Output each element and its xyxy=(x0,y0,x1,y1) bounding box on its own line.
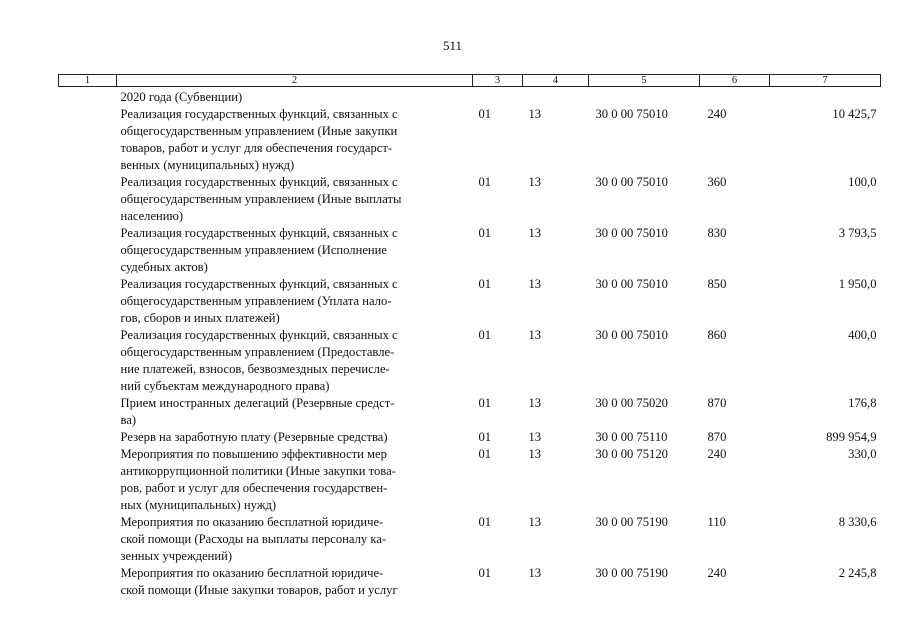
section-code: 01 xyxy=(478,566,492,580)
table-row xyxy=(59,327,881,395)
expense-type-code: 870 xyxy=(707,396,727,410)
description-line: венных (муниципальных) нужд) xyxy=(120,158,295,172)
row-description xyxy=(117,327,473,395)
description-line: гов, сборов и иных платежей) xyxy=(120,311,280,325)
table-row xyxy=(59,395,881,429)
section-code: 01 xyxy=(478,396,492,410)
subsection-code: 13 xyxy=(528,175,542,189)
section-code: 01 xyxy=(478,447,492,461)
description-line: Прием иностранных делегаций (Резервные средст- xyxy=(120,396,395,410)
row-description xyxy=(117,174,473,225)
row-description xyxy=(117,446,473,514)
expense-type-code: 850 xyxy=(707,277,727,291)
subsection-code: 13 xyxy=(528,226,542,240)
description-line: общегосударственным управлением (Иные выплаты xyxy=(120,192,402,206)
amount: 8 330,6 xyxy=(838,515,877,529)
description-line: ва) xyxy=(120,413,137,427)
target-article-code: 30 0 00 75010 xyxy=(595,226,668,240)
target-article-code: 30 0 00 75010 xyxy=(595,277,668,291)
expense-type-code: 830 xyxy=(707,226,727,240)
continuation-row xyxy=(59,87,881,107)
table-row xyxy=(59,514,881,565)
description-line: Мероприятия по оказанию бесплатной юридиче- xyxy=(120,515,384,529)
subsection-code: 13 xyxy=(528,515,542,529)
description-line: ской помощи (Иные закупки товаров, работ и услуг xyxy=(120,583,398,597)
description-line: ных (муниципальных) нужд) xyxy=(120,498,277,512)
table-row xyxy=(59,225,881,276)
row-description xyxy=(117,106,473,174)
expense-type-code: 240 xyxy=(707,107,727,121)
description-line: ний субъектам международного права) xyxy=(120,379,330,393)
description-line: судебных актов) xyxy=(120,260,208,274)
description-line: Реализация государственных функций, связанных с xyxy=(120,277,398,291)
row-description xyxy=(117,429,473,446)
section-code: 01 xyxy=(478,430,492,444)
description-line: антикоррупционной политики (Иные закупки това- xyxy=(120,464,396,478)
description-line: Реализация государственных функций, связанных с xyxy=(120,328,398,342)
subsection-code: 13 xyxy=(528,328,542,342)
table-row xyxy=(59,429,881,446)
continuation-text: 2020 года (Субвенции) xyxy=(120,90,243,104)
page-number: 511 xyxy=(442,38,463,53)
column-header: 5 xyxy=(589,75,700,87)
amount: 330,0 xyxy=(848,447,877,461)
target-article-code: 30 0 00 75190 xyxy=(595,515,668,529)
description-line: ров, работ и услуг для обеспечения государствен- xyxy=(120,481,388,495)
amount: 400,0 xyxy=(848,328,877,342)
description-line: Мероприятия по повышению эффективности мер xyxy=(120,447,387,461)
description-line: ской помощи (Расходы на выплаты персоналу ка- xyxy=(120,532,387,546)
target-article-code: 30 0 00 75010 xyxy=(595,175,668,189)
expense-type-code: 360 xyxy=(707,175,727,189)
amount: 100,0 xyxy=(848,175,877,189)
target-article-code: 30 0 00 75010 xyxy=(595,107,668,121)
description-line: Реализация государственных функций, связанных с xyxy=(120,226,398,240)
table-row xyxy=(59,106,881,174)
target-article-code: 30 0 00 75010 xyxy=(595,328,668,342)
amount: 10 425,7 xyxy=(832,107,877,121)
description-line: ние платежей, взносов, безвозмездных перечисле- xyxy=(120,362,390,376)
column-header: 7 xyxy=(770,75,881,87)
description-line: Резерв на заработную плату (Резервные средства) xyxy=(120,430,388,444)
table-row xyxy=(59,446,881,514)
amount: 2 245,8 xyxy=(838,566,877,580)
description-line: товаров, работ и услуг для обеспечения государст- xyxy=(120,141,393,155)
target-article-code: 30 0 00 75110 xyxy=(595,430,668,444)
description-line: населению) xyxy=(120,209,184,223)
row-description xyxy=(117,395,473,429)
expense-type-code: 240 xyxy=(707,566,727,580)
amount: 899 954,9 xyxy=(826,430,877,444)
subsection-code: 13 xyxy=(528,396,542,410)
row-description xyxy=(117,565,473,599)
description-line: Реализация государственных функций, связанных с xyxy=(120,175,398,189)
table-row xyxy=(59,276,881,327)
subsection-code: 13 xyxy=(528,566,542,580)
section-code: 01 xyxy=(478,107,492,121)
table-row xyxy=(59,174,881,225)
description-line: Мероприятия по оказанию бесплатной юридиче- xyxy=(120,566,384,580)
amount: 1 950,0 xyxy=(838,277,877,291)
column-header: 1 xyxy=(59,75,117,87)
section-code: 01 xyxy=(478,277,492,291)
budget-table xyxy=(58,74,881,599)
subsection-code: 13 xyxy=(528,430,542,444)
target-article-code: 30 0 00 75190 xyxy=(595,566,668,580)
row-description xyxy=(117,276,473,327)
description-line: общегосударственным управлением (Иные закупки xyxy=(120,124,398,138)
column-header: 3 xyxy=(473,75,523,87)
expense-type-code: 860 xyxy=(707,328,727,342)
section-code: 01 xyxy=(478,226,492,240)
row-description xyxy=(117,225,473,276)
amount: 176,8 xyxy=(848,396,877,410)
row-description xyxy=(117,514,473,565)
description-line: общегосударственным управлением (Предоставле- xyxy=(120,345,395,359)
table-row xyxy=(59,565,881,599)
expense-type-code: 240 xyxy=(707,447,727,461)
section-code: 01 xyxy=(478,515,492,529)
description-line: общегосударственным управлением (Исполнение xyxy=(120,243,387,257)
target-article-code: 30 0 00 75120 xyxy=(595,447,668,461)
column-header: 6 xyxy=(700,75,770,87)
expense-type-code: 870 xyxy=(707,430,727,444)
column-header: 2 xyxy=(117,75,473,87)
target-article-code: 30 0 00 75020 xyxy=(595,396,668,410)
section-code: 01 xyxy=(478,175,492,189)
expense-type-code: 110 xyxy=(707,515,726,529)
description-line: зенных учреждений) xyxy=(120,549,233,563)
section-code: 01 xyxy=(478,328,492,342)
subsection-code: 13 xyxy=(528,447,542,461)
subsection-code: 13 xyxy=(528,107,542,121)
column-header: 4 xyxy=(523,75,589,87)
amount: 3 793,5 xyxy=(838,226,877,240)
description-line: общегосударственным управлением (Уплата нало- xyxy=(120,294,392,308)
subsection-code: 13 xyxy=(528,277,542,291)
column-number-row xyxy=(59,75,881,87)
description-line: Реализация государственных функций, связанных с xyxy=(120,107,398,121)
